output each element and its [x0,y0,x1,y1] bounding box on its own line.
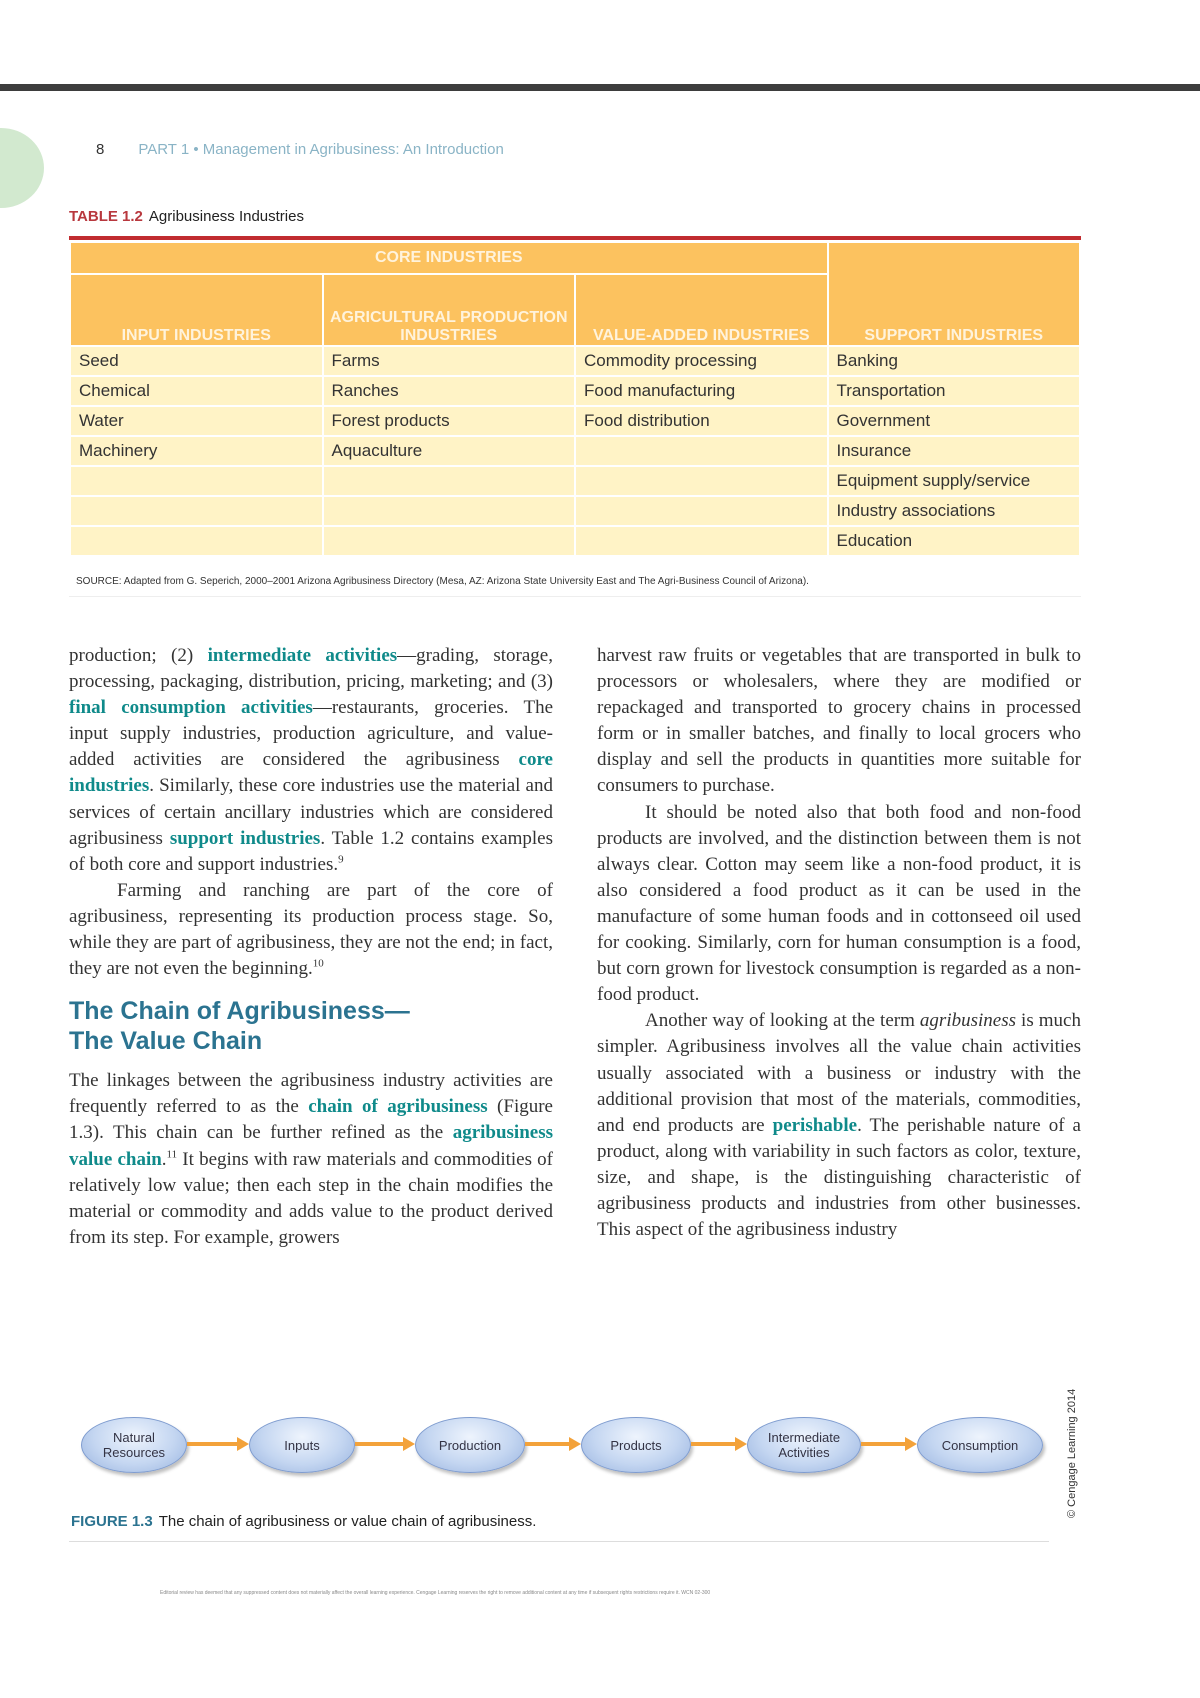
node-label: Products [610,1437,662,1453]
table-cell: Forest products [323,406,576,436]
arrow-icon [355,1442,405,1446]
text: is much simpler. Agribusiness involves all the value chain activities usually associated with a business or industry with the additional provision that most of the materials, commodities, and end products are [597,1010,1081,1136]
table-cell [575,466,828,496]
paragraph [69,1068,553,1251]
figure-label: FIGURE 1.3 [71,1513,153,1530]
paragraph [69,643,553,878]
table-cell: Insurance [828,436,1081,466]
heading-line: The Chain of Agribusiness— [69,997,410,1026]
emphasis: agribusiness [919,1010,1016,1032]
table-row [70,496,1080,526]
table-cell: Farms [323,346,576,376]
table-cell: Machinery [70,436,323,466]
key-term: agribusiness value chain [69,1122,553,1170]
table-row [70,346,1080,376]
table-cell: Equipment supply/service [828,466,1081,496]
key-term: perishable [772,1114,858,1136]
table-row [70,406,1080,436]
arrow-icon [861,1442,907,1446]
table-cell: Aquaculture [323,436,576,466]
node-natural-resources [81,1417,187,1473]
node-production [415,1417,525,1473]
node-label: Inputs [284,1437,320,1453]
table-cell: Chemical [70,376,323,406]
column-header: INPUT INDUSTRIES [70,274,323,346]
text: Farming and ranching are part of the core of agribusiness, representing its production process stage. So, while they are part of agribusiness, they are not the end; in fact, they are not even the beginning. [69,879,553,980]
right-column [597,643,1081,1243]
node-label: Production [438,1437,502,1453]
column-header: SUPPORT INDUSTRIES [828,242,1081,346]
node-inputs [249,1417,355,1473]
text: —restaurants, groceries. The input supply industries, production agriculture, and value-added activities are considered the agribusiness [69,697,554,771]
text: The linkages between the agribusiness industry activities are frequently referred to as the [69,1070,553,1118]
paragraph: harvest raw fruits or vegetables that are transported in bulk to processors or wholesalers, where they are modified or repackaged and transported to grocery chains in processed form or in smaller batches, and finally to local grocers who display and sell the products in quantities more suitable for consumers to purchase. [597,645,1081,797]
table-top-rule [69,236,1081,240]
column-header: VALUE-ADDED INDUSTRIES [575,274,828,346]
table-cell [575,526,828,556]
text: —grading, storage, processing, packaging, distribution, pricing, marketing; and (3) [69,645,553,693]
figure-caption-text: The chain of agribusiness or value chain of agribusiness. [158,1513,537,1530]
table-cell [323,496,576,526]
table-cell: Transportation [828,376,1081,406]
figure-credit: © Cengage Learning 2014 [1066,1388,1078,1518]
node-products [581,1417,691,1473]
key-term: core industries [69,749,553,797]
table-cell [70,496,323,526]
page-number: 8 [96,141,105,158]
section-heading [69,996,553,1056]
node-label: Intermediate [767,1430,841,1445]
table-row [70,466,1080,496]
figure-bottom-rule [69,1541,1049,1542]
text: . Table 1.2 contains examples of both core and support industries. [69,827,553,875]
page-footer: Editorial review has deemed that any suppressed content does not materially affect the overall learning experience. Cengage Learning reserves the right to remove additional content at any time if subsequent rights restrictions require it. WCN 02-300 [160,1590,711,1596]
table-cell: Education [828,526,1081,556]
table-row [70,436,1080,466]
node-label: Activities [778,1445,830,1460]
key-term: chain of agribusiness [308,1096,488,1118]
value-chain-figure [69,1417,1049,1517]
column-header: AGRICULTURAL PRODUCTION INDUSTRIES [323,274,576,346]
table-cell [70,466,323,496]
table-label: TABLE 1.2 [69,208,143,225]
heading-line: The Value Chain [69,1027,263,1056]
node-label: Consumption [941,1437,1019,1453]
table-cell [323,526,576,556]
table-cell [575,436,828,466]
paragraph [597,1008,1081,1243]
table-cell [323,466,576,496]
table-cell: Food distribution [575,406,828,436]
text: . [161,1148,167,1170]
table-cell [575,496,828,526]
top-rule [0,84,1200,91]
node-intermediate-activities [747,1417,861,1473]
table-cell: Seed [70,346,323,376]
footnote-ref: 10 [312,957,324,970]
text: production; (2) [69,645,208,666]
text: . The perishable nature of a product, along with variability in such factors as color, texture, size, and shape, is the distinguishing characteristic of agribusiness products and industries from other businesses. This aspect of the agribusiness industry [597,1114,1081,1241]
part-title: PART 1 • Management in Agribusiness: An Introduction [138,141,504,158]
node-label: Natural [113,1430,155,1445]
table-cell [70,526,323,556]
running-header [96,141,504,158]
table-title: Agribusiness Industries [148,208,304,225]
table-source: SOURCE: Adapted from G. Seperich, 2000–2001 Arizona Agribusiness Directory (Mesa, AZ: Arizona State University East and The Agri-Business Council of Arizona). [76,576,809,587]
table-cell: Food manufacturing [575,376,828,406]
agribusiness-industries-table [69,241,1081,557]
key-term: support industries [169,827,321,849]
left-column [69,643,553,1251]
table-cell: Industry associations [828,496,1081,526]
text: Another way of looking at the term [645,1010,920,1032]
paragraph: It should be noted also that both food and non-food products are involved, and the distinction between them is not always clear. Cotton may seem like a non-food product, it is also considered a food product as it can be used in the manufacture of some human foods and in cottonseed oil used for cooking. Similarly, corn for human consumption is a food, but corn grown for livestock consumption is regarded as a non-food product. [597,801,1081,1006]
paragraph [69,878,553,982]
text: (Figure 1.3). This chain can be further refined as the [69,1096,553,1144]
group-header-core: CORE INDUSTRIES [70,242,828,274]
figure-caption [71,1513,536,1530]
table-cell: Government [828,406,1081,436]
arrow-icon [187,1442,239,1446]
table-cell: Banking [828,346,1081,376]
node-consumption [917,1417,1043,1473]
table-cell: Ranches [323,376,576,406]
footnote-ref: 9 [338,853,344,866]
text: It begins with raw materials and commodities of relatively low value; then each step in the chain modifies the material or commodity and adds value to the product derived from its step. For example, growers [69,1148,553,1248]
table-row [70,526,1080,556]
text: . Similarly, these core industries use the material and services of certain ancillary industries which are considered agribusiness [69,775,553,849]
table-caption [69,208,304,225]
chapter-tab [0,128,44,208]
key-term: final consumption activities [69,697,313,719]
table-row [70,376,1080,406]
table-bottom-rule [69,596,1081,597]
arrow-icon [525,1442,571,1446]
footnote-ref: 11 [166,1148,178,1161]
table-cell: Water [70,406,323,436]
key-term: intermediate activities [207,645,398,666]
arrow-icon [691,1442,737,1446]
table-cell: Commodity processing [575,346,828,376]
node-label: Resources [102,1445,166,1460]
